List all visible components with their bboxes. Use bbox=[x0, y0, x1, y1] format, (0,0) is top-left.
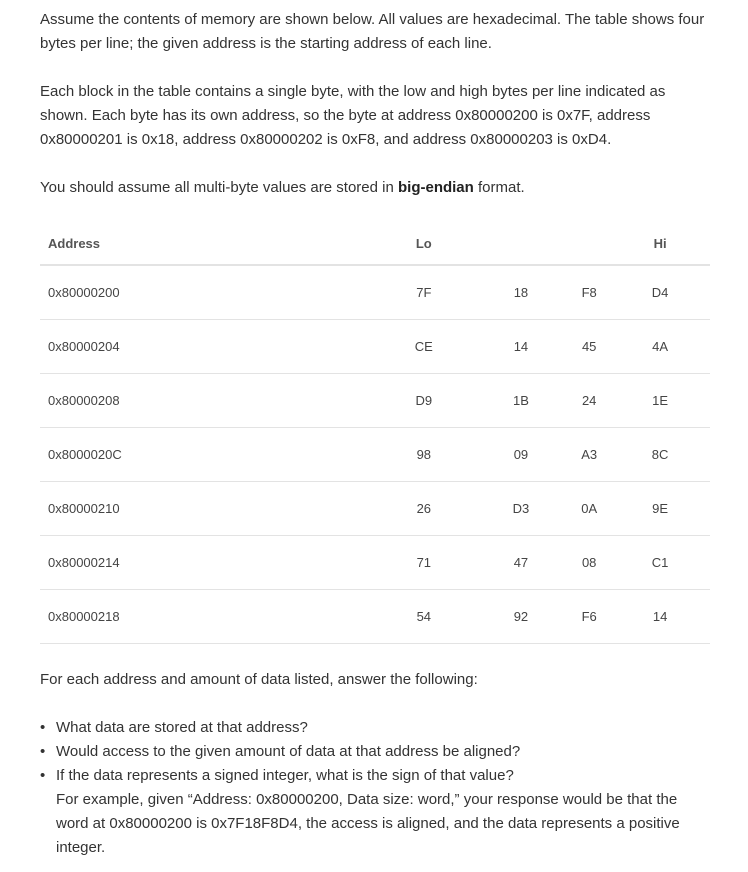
instructions-paragraph: For each address and amount of data listed, answer the following: bbox=[40, 671, 478, 688]
table-header-row bbox=[40, 222, 710, 265]
intro-paragraph-1: Assume the contents of memory are shown below. All values are hexadecimal. The table shows four bytes per line; the given address is the starting address of each line. bbox=[40, 11, 705, 52]
table-row bbox=[40, 536, 710, 590]
example-text: For example, given “Address: 0x80000200, Data size: word,” your response would be that the word at 0x80000200 is 0x7F18F8D4, the access is aligned, and the data represents a positive integer. bbox=[56, 791, 680, 856]
question-1: What data are stored at that address? bbox=[56, 719, 308, 736]
table-row bbox=[40, 265, 710, 320]
table-row bbox=[40, 374, 710, 428]
header-byte-2 bbox=[568, 222, 610, 265]
byte-1: 47 bbox=[474, 536, 569, 590]
main-content bbox=[40, 8, 710, 860]
byte-lo: 54 bbox=[374, 590, 474, 644]
byte-1: D3 bbox=[474, 482, 569, 536]
endianness-bold: big-endian bbox=[397, 179, 474, 196]
byte-2: F6 bbox=[568, 590, 610, 644]
byte-1: 92 bbox=[474, 590, 569, 644]
byte-lo: 26 bbox=[374, 482, 474, 536]
byte-hi: 14 bbox=[610, 590, 710, 644]
byte-lo: 7F bbox=[374, 265, 474, 320]
intro-paragraph-3 bbox=[40, 176, 710, 200]
question-3: If the data represents a signed integer, what is the sign of that value? bbox=[56, 767, 514, 784]
question-2: Would access to the given amount of data at that address be aligned? bbox=[56, 743, 521, 760]
endianness-text-before: You should assume all multi-byte values are stored in bbox=[40, 179, 398, 196]
byte-1: 1B bbox=[474, 374, 569, 428]
header-address: Address bbox=[40, 222, 374, 265]
endianness-text-after: format. bbox=[473, 179, 525, 196]
memory-table bbox=[40, 222, 710, 644]
byte-hi: 8C bbox=[610, 428, 710, 482]
table-row bbox=[40, 590, 710, 644]
byte-1: 18 bbox=[474, 265, 569, 320]
bullet-icon: • bbox=[40, 719, 46, 736]
byte-2: 08 bbox=[568, 536, 610, 590]
byte-hi: D4 bbox=[610, 265, 710, 320]
questions-list bbox=[40, 716, 710, 860]
bullet-icon: • bbox=[40, 743, 46, 760]
table-row bbox=[40, 482, 710, 536]
list-item bbox=[40, 764, 710, 860]
byte-2: A3 bbox=[568, 428, 610, 482]
header-lo: Lo bbox=[374, 222, 474, 265]
row-address: 0x80000204 bbox=[40, 320, 374, 374]
byte-2: 24 bbox=[568, 374, 610, 428]
header-hi: Hi bbox=[610, 222, 710, 265]
byte-hi: 9E bbox=[610, 482, 710, 536]
byte-lo: D9 bbox=[374, 374, 474, 428]
row-address: 0x80000218 bbox=[40, 590, 374, 644]
byte-1: 09 bbox=[474, 428, 569, 482]
list-item bbox=[40, 740, 710, 764]
row-address: 0x80000200 bbox=[40, 265, 374, 320]
row-address: 0x8000020C bbox=[40, 428, 374, 482]
byte-hi: 1E bbox=[610, 374, 710, 428]
bullet-icon: • bbox=[40, 767, 46, 784]
byte-lo: CE bbox=[374, 320, 474, 374]
header-byte-1 bbox=[474, 222, 569, 265]
row-address: 0x80000210 bbox=[40, 482, 374, 536]
row-address: 0x80000208 bbox=[40, 374, 374, 428]
byte-2: 0A bbox=[568, 482, 610, 536]
table-row bbox=[40, 428, 710, 482]
intro-paragraph-2: Each block in the table contains a single byte, with the low and high bytes per line indicated as shown. Each byte has its own address, so the byte at address 0x80000200 is 0x7F, address 0x80000201 is 0x18, address 0x80000202 is 0xF8, and address 0x80000203 is 0xD4. bbox=[40, 83, 666, 148]
table-row bbox=[40, 320, 710, 374]
byte-hi: 4A bbox=[610, 320, 710, 374]
list-item bbox=[40, 716, 710, 740]
byte-2: F8 bbox=[568, 265, 610, 320]
byte-hi: C1 bbox=[610, 536, 710, 590]
byte-1: 14 bbox=[474, 320, 569, 374]
byte-2: 45 bbox=[568, 320, 610, 374]
byte-lo: 71 bbox=[374, 536, 474, 590]
byte-lo: 98 bbox=[374, 428, 474, 482]
row-address: 0x80000214 bbox=[40, 536, 374, 590]
